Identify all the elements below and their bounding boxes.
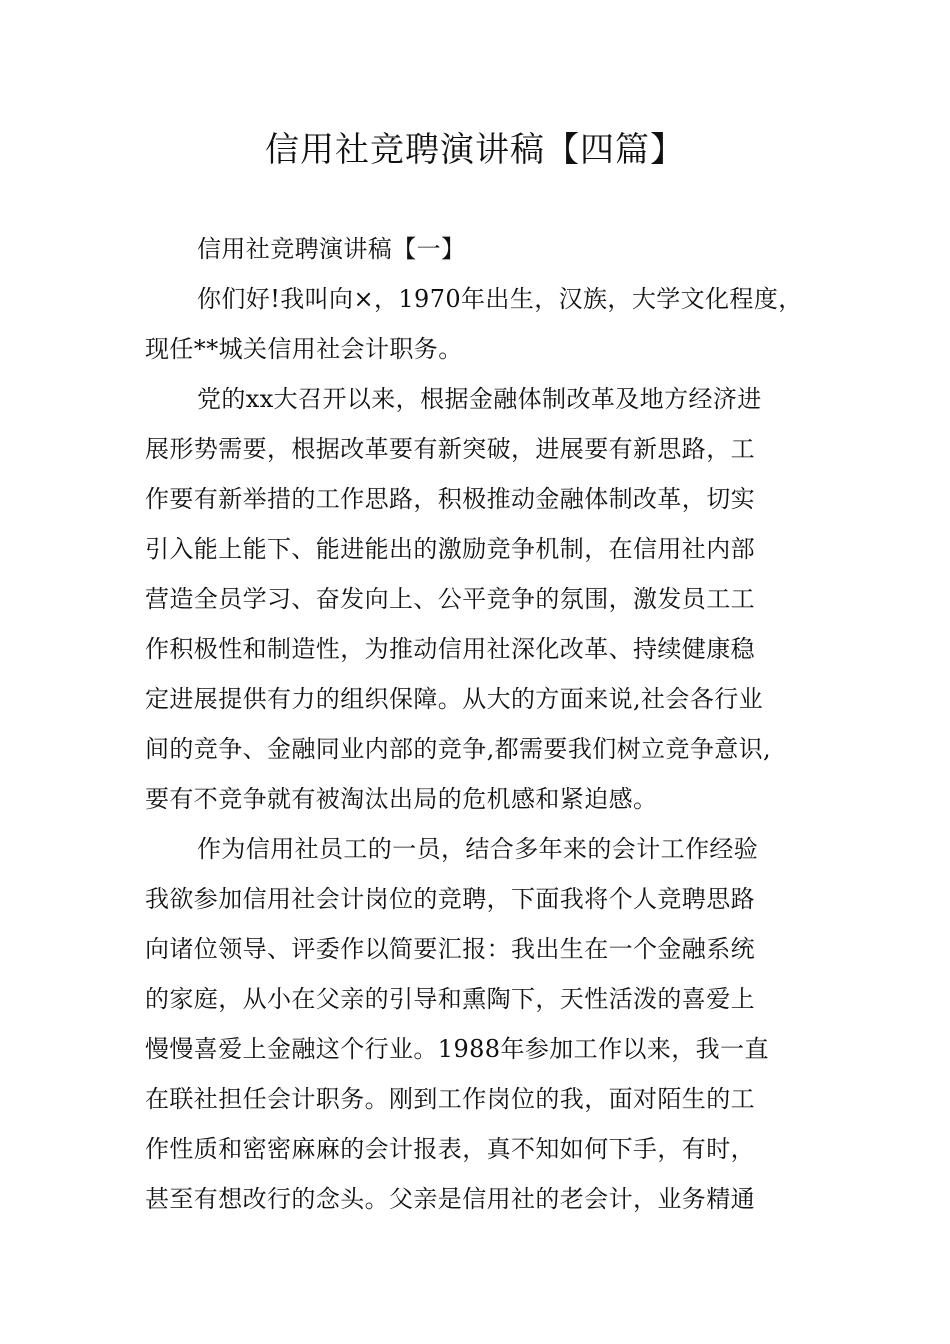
text-line: 慢慢喜爱上金融这个行业。1988年参加工作以来，我一直 [145, 1035, 769, 1063]
text-line: 作为信用社员工的一员，结合多年来的会计工作经验 [197, 835, 759, 863]
text-line: 定进展提供有力的组织保障。从大的方面来说,社会各行业 [145, 685, 764, 713]
text-line: 作要有新举措的工作思路，积极推动金融体制改革，切实 [145, 485, 755, 513]
text-line: 你们好!我叫向×，1970年出生，汉族，大学文化程度， [197, 285, 803, 313]
text-line: 间的竞争、金融同业内部的竞争,都需要我们树立竞争意识, [145, 735, 772, 763]
document-title: 信用社竞聘演讲稿【四篇】 [265, 130, 685, 170]
paragraph-reform [145, 374, 810, 824]
text-line: 信用社竞聘演讲稿【一】 [197, 235, 466, 263]
paragraph-experience [145, 824, 810, 1224]
text-line: 营造全员学习、奋发向上、公平竞争的氛围，激发员工工 [145, 585, 755, 613]
text-line: 的家庭，从小在父亲的引导和熏陶下，天性活泼的喜爱上 [145, 985, 755, 1013]
document-body [145, 224, 810, 1224]
text-line: 党的xx大召开以来，根据金融体制改革及地方经济进 [197, 385, 762, 413]
text-line: 引入能上能下、能进能出的激励竞争机制，在信用社内部 [145, 535, 755, 563]
paragraph-section-heading [145, 224, 810, 274]
text-line: 作性质和密密麻麻的会计报表，真不知如何下手，有时， [145, 1135, 755, 1163]
text-line: 现任**城关信用社会计职务。 [145, 335, 463, 363]
text-line: 甚至有想改行的念头。父亲是信用社的老会计，业务精通 [145, 1185, 755, 1213]
text-line: 我欲参加信用社会计岗位的竞聘，下面我将个人竞聘思路 [145, 885, 755, 913]
text-line: 作积极性和制造性，为推动信用社深化改革、持续健康稳 [145, 635, 755, 663]
text-line: 要有不竞争就有被淘汰出局的危机感和紧迫感。 [145, 785, 658, 813]
text-line: 在联社担任会计职务。刚到工作岗位的我，面对陌生的工 [145, 1085, 755, 1113]
text-line: 向诸位领导、评委作以简要汇报：我出生在一个金融系统 [145, 935, 755, 963]
paragraph-intro [145, 274, 810, 374]
text-line: 展形势需要，根据改革要有新突破，进展要有新思路，工 [145, 435, 755, 463]
